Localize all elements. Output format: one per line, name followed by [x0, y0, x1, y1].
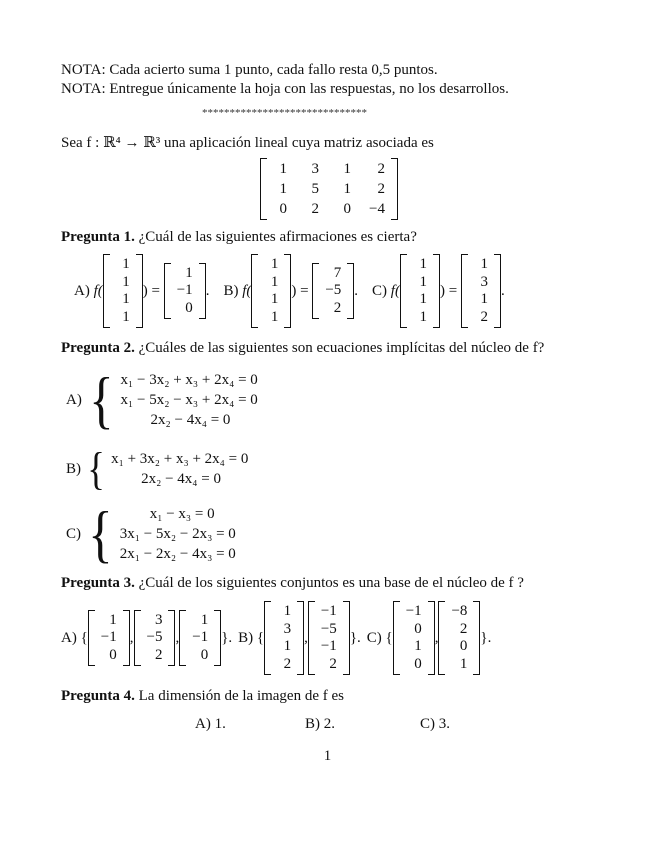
equation: x₁ − 5x₂ − x₃ + 2x₄ = 0 — [120, 392, 258, 408]
question-3 — [61, 575, 524, 592]
question-4-option-b[interactable]: B) 2. — [305, 716, 335, 732]
punctuation: }. — [480, 629, 492, 646]
equation: x₁ − 3x₂ + x₃ + 2x₄ = 0 — [120, 372, 258, 388]
vector-entry: 1 — [419, 256, 427, 272]
brace-symbol: { — [88, 364, 114, 435]
vector-entry: −1 — [320, 603, 337, 619]
basis-vector — [179, 610, 221, 667]
note-1: NOTA: Cada acierto suma 1 punto, cada fallo resta 0,5 puntos. — [61, 62, 438, 78]
matrix-entry: 3 — [311, 161, 319, 177]
argument-vector — [400, 254, 440, 328]
vector-entry: 1 — [270, 291, 279, 307]
question-4-text: La dimensión de la imagen de f es — [138, 688, 344, 704]
equals-symbol: ) = — [439, 282, 461, 299]
equals-symbol: ) = — [291, 282, 313, 299]
question-1-options — [74, 254, 519, 328]
option-letter: C) — [366, 629, 382, 646]
question-1-label: Pregunta 1. — [61, 229, 135, 245]
brace-symbol: { — [87, 443, 105, 494]
option-letter: C) — [372, 282, 388, 299]
vector-entry: 2 — [333, 299, 342, 316]
option-letter: B) — [238, 629, 254, 646]
question-3-label: Pregunta 3. — [61, 575, 135, 591]
vector-entry: −1 — [176, 282, 193, 299]
question-2-option-b[interactable] — [66, 443, 249, 494]
vector-entry: 1 — [419, 308, 427, 325]
question-3-option-a[interactable] — [61, 610, 232, 667]
basis-vector — [393, 601, 435, 675]
matrix-entry: −4 — [369, 201, 385, 217]
equation-system — [121, 370, 258, 430]
question-1-option-b[interactable] — [223, 254, 358, 328]
matrix-entry: 1 — [343, 161, 351, 177]
result-vector — [312, 263, 354, 320]
question-3-options — [61, 601, 497, 675]
equation: 2x₂ − 4x₄ = 0 — [111, 471, 221, 487]
vector-entry: −8 — [451, 603, 468, 619]
vector-entry: −1 — [320, 638, 337, 654]
vector-entry: 1 — [480, 291, 488, 307]
equation: 3x₁ − 5x₂ − 2x₃ = 0 — [119, 526, 236, 542]
question-4 — [61, 688, 344, 705]
question-2 — [61, 340, 544, 357]
question-4-label: Pregunta 4. — [61, 688, 135, 704]
brace-symbol: { — [88, 498, 113, 569]
note-2: NOTA: Entregue únicamente la hoja con las respuestas, no los desarrollos. — [61, 81, 509, 97]
intro-text: Sea f : ℝ⁴ → ℝ³ una aplicación lineal cuya matriz asociada es — [61, 135, 434, 151]
punctuation: , — [129, 629, 134, 646]
brace-symbol: { — [76, 629, 88, 646]
vector-entry: 2 — [480, 308, 488, 325]
basis-vector — [308, 601, 350, 675]
vector-entry: 1 — [283, 638, 292, 654]
vector-entry: 0 — [459, 638, 468, 654]
equals-symbol: ) = — [142, 282, 164, 299]
question-4-option-c[interactable]: C) 3. — [420, 716, 450, 732]
argument-vector — [103, 254, 143, 328]
vector-entry: −5 — [325, 282, 342, 299]
vector-entry: 1 — [122, 308, 130, 325]
vector-entry: 2 — [329, 655, 337, 672]
vector-entry: 1 — [419, 291, 427, 307]
vector-entry: −1 — [405, 603, 422, 619]
matrix-entry: 2 — [311, 201, 319, 217]
basis-vector — [134, 610, 176, 667]
vector-entry: 1 — [122, 273, 130, 290]
function-symbol: f( — [238, 282, 252, 299]
vector-entry: −5 — [146, 629, 163, 646]
question-1 — [61, 229, 417, 246]
equation: 2x₂ − 4x₄ = 0 — [120, 412, 231, 428]
argument-vector — [251, 254, 291, 328]
vector-entry: 1 — [122, 256, 130, 272]
question-3-text: ¿Cuál de los siguientes conjuntos es una base de el núcleo de f ? — [138, 575, 524, 591]
matrix-entry: 1 — [343, 181, 351, 197]
vector-entry: 0 — [185, 299, 193, 316]
matrix-entry: 2 — [377, 161, 385, 177]
matrix-entry: 1 — [279, 181, 287, 197]
period: . — [354, 282, 359, 299]
vector-entry: 1 — [419, 273, 427, 290]
option-letter: B) — [66, 460, 81, 477]
punctuation: }. — [349, 629, 361, 646]
result-vector — [164, 263, 206, 320]
vector-entry: −5 — [320, 620, 337, 637]
equation: 2x₁ − 2x₂ − 4x₃ = 0 — [119, 546, 236, 562]
brace-symbol: { — [253, 629, 265, 646]
question-2-option-c[interactable] — [66, 498, 236, 569]
result-vector — [461, 254, 501, 328]
period: . — [205, 282, 210, 299]
vector-entry: 1 — [270, 308, 279, 325]
matrix-entry: 2 — [377, 181, 385, 197]
question-1-option-a[interactable] — [74, 254, 209, 328]
function-symbol: f( — [89, 282, 103, 299]
vector-entry: 0 — [109, 646, 117, 663]
vector-entry: 1 — [122, 291, 130, 307]
basis-vector — [88, 610, 130, 667]
equation: x₁ + 3x₂ + x₃ + 2x₄ = 0 — [111, 451, 249, 467]
question-1-text: ¿Cuál de las siguientes afirmaciones es cierta? — [138, 229, 417, 245]
associated-matrix — [260, 158, 398, 220]
period: . — [500, 282, 505, 299]
vector-entry: −1 — [192, 629, 209, 646]
option-letter: B) — [223, 282, 239, 299]
separator-stars: ****************************** — [202, 107, 367, 119]
question-4-option-a[interactable]: A) 1. — [195, 716, 226, 732]
vector-entry: 1 — [270, 273, 279, 290]
vector-entry: 1 — [459, 655, 468, 672]
vector-entry: 0 — [414, 620, 422, 637]
vector-entry: 0 — [414, 655, 422, 672]
option-letter: A) — [61, 629, 77, 646]
matrix-entry: 1 — [279, 161, 287, 177]
question-2-option-a[interactable] — [66, 364, 258, 435]
vector-entry: 1 — [480, 256, 488, 272]
basis-vector — [264, 601, 304, 675]
equation: x₁ − x₃ = 0 — [119, 506, 215, 522]
vector-entry: 7 — [333, 264, 342, 281]
punctuation: , — [304, 629, 308, 646]
option-letter: A) — [74, 282, 90, 299]
function-symbol: f( — [387, 282, 400, 299]
equation-system — [111, 449, 248, 489]
punctuation: }. — [221, 629, 233, 646]
vector-entry: 0 — [200, 646, 209, 663]
question-3-option-c[interactable] — [367, 601, 492, 675]
punctuation: , — [175, 629, 180, 646]
question-2-label: Pregunta 2. — [61, 340, 135, 356]
vector-entry: 3 — [480, 273, 488, 290]
vector-entry: 2 — [154, 646, 163, 663]
basis-vector — [438, 601, 480, 675]
question-2-text: ¿Cuáles de las siguientes son ecuaciones implícitas del núcleo de f? — [138, 340, 545, 356]
vector-entry: 1 — [109, 611, 117, 628]
punctuation: , — [434, 629, 439, 646]
vector-entry: −1 — [100, 629, 117, 646]
vector-entry: 1 — [185, 264, 193, 281]
vector-entry: 3 — [283, 620, 292, 637]
matrix-entry: 0 — [343, 201, 351, 217]
option-letter: A) — [66, 391, 82, 408]
brace-symbol: { — [381, 629, 393, 646]
question-1-option-c[interactable] — [372, 254, 505, 328]
vector-entry: 2 — [459, 620, 468, 637]
matrix-entry: 5 — [311, 181, 319, 197]
option-letter: C) — [66, 525, 81, 542]
vector-entry: 3 — [154, 611, 163, 628]
vector-entry: 2 — [283, 655, 292, 672]
question-3-option-b[interactable] — [238, 601, 361, 675]
vector-entry: 1 — [200, 611, 209, 628]
vector-entry: 1 — [283, 603, 292, 619]
page-number: 1 — [323, 748, 332, 764]
vector-entry: 1 — [270, 256, 279, 272]
equation-system — [120, 504, 236, 564]
vector-entry: 1 — [414, 638, 422, 654]
matrix-entry: 0 — [279, 201, 287, 217]
